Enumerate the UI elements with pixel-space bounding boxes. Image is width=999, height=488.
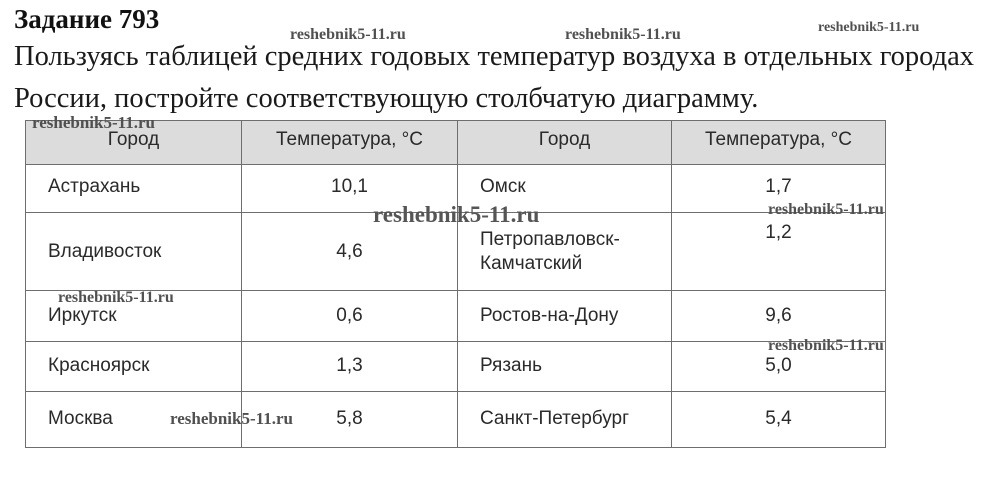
- watermark: reshebnik5-11.ru: [768, 337, 884, 354]
- watermark: reshebnik5-11.ru: [373, 202, 540, 227]
- watermark: reshebnik5-11.ru: [170, 409, 293, 428]
- header-city-1: Город: [26, 121, 242, 165]
- header-city-2: Город: [458, 121, 672, 165]
- temperature-table: [25, 120, 886, 448]
- header-temp-1: Температура, °С: [242, 121, 458, 165]
- watermark: reshebnik5-11.ru: [32, 113, 155, 132]
- city-cell: Владивосток: [26, 213, 242, 291]
- city-cell: Петропавловск- Камчатский: [458, 213, 672, 291]
- city-cell: Астрахань: [26, 165, 242, 213]
- temperature-cell: 5,4: [672, 391, 886, 447]
- table-row: [26, 341, 886, 391]
- city-cell: Красноярск: [26, 341, 242, 391]
- watermark: reshebnik5-11.ru: [290, 26, 406, 43]
- table-row: [26, 391, 886, 447]
- watermark: reshebnik5-11.ru: [768, 201, 884, 218]
- temperature-cell: 1,3: [242, 341, 458, 391]
- temperature-cell: 10,1: [242, 165, 458, 213]
- task-text: Пользуясь таблицей средних годовых температур воздуха в отдельных городах России, постройте соответствующую столбчатую диаграмму.: [14, 41, 974, 114]
- header-temp-2: Температура, °С: [672, 121, 886, 165]
- city-cell: Москва: [26, 391, 242, 447]
- watermark: reshebnik5-11.ru: [565, 26, 681, 43]
- temperature-cell: 1,7: [672, 165, 886, 213]
- temperature-cell: 9,6: [672, 291, 886, 341]
- task-title: Задание 793: [14, 4, 160, 34]
- city-cell: Рязань: [458, 341, 672, 391]
- city-cell: Санкт-Петербург: [458, 391, 672, 447]
- city-cell: Иркутск: [26, 291, 242, 341]
- city-cell: Ростов-на-Дону: [458, 291, 672, 341]
- temperature-cell: 4,6: [242, 213, 458, 291]
- temperature-cell: 5,8: [242, 391, 458, 447]
- temperature-cell: 0,6: [242, 291, 458, 341]
- city-cell: Омск: [458, 165, 672, 213]
- temperature-cell: 1,2: [672, 213, 886, 291]
- watermark: reshebnik5-11.ru: [818, 20, 920, 35]
- temperature-cell: 5,0: [672, 341, 886, 391]
- watermark: reshebnik5-11.ru: [58, 289, 174, 306]
